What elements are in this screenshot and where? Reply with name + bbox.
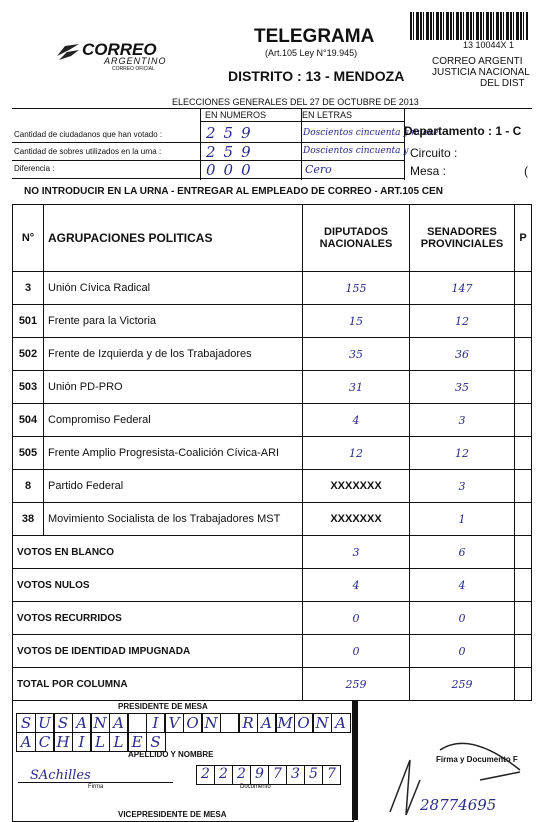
senadores-total: 259: [410, 668, 515, 701]
party-name: Movimiento Socialista de los Trabajadores MST: [44, 503, 303, 536]
sig-caption: Firma: [88, 784, 104, 790]
senadores-votes: 12: [410, 305, 515, 338]
document-digit-cell: 7: [268, 765, 287, 785]
divider: [200, 121, 404, 122]
diputados-votes: XXXXXXX: [303, 470, 410, 503]
logo-main: CORREO: [82, 40, 157, 59]
diputados-votes: 31: [303, 371, 410, 404]
extra-cell: [515, 635, 532, 668]
party-name: Frente Amplio Progresista-Coalición Cívica-ARI: [44, 437, 303, 470]
name-letter-cell: C: [35, 732, 55, 752]
total-label: TOTAL POR COLUMNA: [13, 668, 303, 701]
senadores-votes: 1: [410, 503, 515, 536]
correo-logo-icon: [55, 40, 81, 62]
party-number: 38: [13, 503, 44, 536]
table-row: [13, 272, 532, 305]
table-row: [13, 404, 532, 437]
right-sig-doc: 28774695: [420, 796, 497, 814]
name-letter-cell: N: [201, 713, 221, 733]
count-label-difference: Diferencia :: [14, 164, 55, 173]
mesa-label: Mesa :: [410, 164, 447, 178]
senadores-votes: 3: [410, 404, 515, 437]
extra-cell: [515, 371, 532, 404]
party-name: Frente de Izquierda y de los Trabajadores: [44, 338, 303, 371]
party-name: Partido Federal: [44, 470, 303, 503]
total-row: [13, 668, 532, 701]
name-letter-cell: N: [90, 713, 110, 733]
difference-digits: 000: [206, 161, 259, 179]
document-digit-cell: 5: [304, 765, 323, 785]
results-table: [12, 204, 532, 701]
name-letter-cell: L: [90, 732, 110, 752]
header-party: AGRUPACIONES POLITICAS: [44, 205, 303, 272]
name-letter-cell: O: [183, 713, 203, 733]
col-numbers-label: EN NUMEROS: [205, 110, 267, 120]
org-line-1: CORREO ARGENTI: [432, 56, 523, 67]
party-name: Frente para la Victoria: [44, 305, 303, 338]
party-name: Unión Cívica Radical: [44, 272, 303, 305]
diputados-votes: 15: [303, 305, 410, 338]
total-row: [13, 602, 532, 635]
extra-cell: [515, 437, 532, 470]
document-digit-cell: 2: [214, 765, 233, 785]
diputados-votes: 12: [303, 437, 410, 470]
diputados-total: 0: [303, 635, 410, 668]
senadores-total: 0: [410, 602, 515, 635]
table-row: [13, 503, 532, 536]
diputados-total: 4: [303, 569, 410, 602]
count-label-voted: Cantidad de ciudadanos que han votado :: [14, 130, 163, 139]
extra-cell: [515, 470, 532, 503]
senadores-votes: 3: [410, 470, 515, 503]
difference-letters: Cero: [305, 163, 332, 176]
extra-cell: [515, 536, 532, 569]
header-num: N°: [13, 205, 44, 272]
header-senadores: SENADORES PROVINCIALES: [410, 205, 515, 272]
name-caption: APELLIDO Y NOMBRE: [128, 750, 214, 759]
vice-title: VICEPRESIDENTE DE MESA: [118, 810, 227, 819]
senadores-votes: 35: [410, 371, 515, 404]
party-number: 504: [13, 404, 44, 437]
count-label-envelopes: Cantidad de sobres utilizados en la urna :: [14, 147, 162, 156]
header-extra: P: [515, 205, 532, 272]
telegram-title: TELEGRAMA: [254, 26, 375, 47]
election-title: ELECCIONES GENERALES DEL 27 DE OCTUBRE DE 2013: [172, 97, 419, 107]
circuito-label: Circuito :: [410, 146, 458, 160]
diputados-votes: XXXXXXX: [303, 503, 410, 536]
total-row: [13, 635, 532, 668]
extra-cell: [515, 503, 532, 536]
document-digit-cell: 2: [196, 765, 215, 785]
document-digit-cell: 9: [250, 765, 269, 785]
envelopes-letters: Doscientos cincuenta y: [303, 146, 409, 156]
notice: NO INTRODUCIR EN LA URNA - ENTREGAR AL EMPLEADO DE CORREO - ART.105 CEN: [24, 186, 443, 197]
total-row: [13, 536, 532, 569]
name-letter-cell: M: [275, 713, 295, 733]
logo-tag: CORREO OFICIAL: [112, 66, 155, 72]
senadores-total: 0: [410, 635, 515, 668]
name-letter-cell: S: [53, 713, 73, 733]
diputados-votes: 155: [303, 272, 410, 305]
party-name: Compromiso Federal: [44, 404, 303, 437]
total-label: VOTOS RECURRIDOS: [13, 602, 303, 635]
document-digit-cell: 3: [286, 765, 305, 785]
name-letter-cell: S: [16, 713, 36, 733]
total-row: [13, 569, 532, 602]
diputados-total: 3: [303, 536, 410, 569]
right-sig-caption: Firma y Documento F: [436, 755, 518, 764]
name-letter-cell: A: [257, 713, 277, 733]
name-letter-cell: U: [35, 713, 55, 733]
name-letter-cell: E: [127, 732, 147, 752]
name-letter-cell: L: [109, 732, 129, 752]
name-letter-cell: V: [164, 713, 184, 733]
party-number: 501: [13, 305, 44, 338]
party-number: 505: [13, 437, 44, 470]
name-letter-cell: [220, 713, 240, 733]
org-line-3: DEL DIST: [480, 78, 525, 89]
party-number: 502: [13, 338, 44, 371]
name-letter-cell: [127, 713, 147, 733]
extra-cell: [515, 338, 532, 371]
president-signature: SAchilles: [30, 768, 91, 783]
name-letter-cell: S: [146, 732, 166, 752]
extra-cell: [515, 569, 532, 602]
diputados-total: 0: [303, 602, 410, 635]
table-row: [13, 338, 532, 371]
document-digit-cell: 7: [322, 765, 341, 785]
name-letter-cell: A: [72, 713, 92, 733]
divider: [352, 700, 358, 820]
extra-cell: [515, 668, 532, 701]
barcode: [410, 12, 528, 40]
party-number: 8: [13, 470, 44, 503]
name-letter-cell: I: [72, 732, 92, 752]
party-number: 3: [13, 272, 44, 305]
extra-cell: [515, 404, 532, 437]
table-row: [13, 470, 532, 503]
district-label: DISTRITO : 13 - MENDOZA: [228, 68, 405, 84]
senadores-votes: 12: [410, 437, 515, 470]
name-letter-cell: A: [109, 713, 129, 733]
logo-sub: ARGENTINO: [104, 56, 167, 66]
header-diputados: DIPUTADOS NACIONALES: [303, 205, 410, 272]
col-letters-label: EN LETRAS: [302, 110, 353, 120]
total-label: VOTOS NULOS: [13, 569, 303, 602]
departamento-label: Departamento : 1 - C: [404, 124, 522, 138]
president-title: PRESIDENTE DE MESA: [118, 702, 208, 711]
law-reference: (Art.105 Ley N°19.945): [265, 48, 358, 58]
name-letter-cell: N: [312, 713, 332, 733]
name-letter-cell: R: [238, 713, 258, 733]
name-letter-cell: O: [294, 713, 314, 733]
name-letter-cell: A: [331, 713, 351, 733]
divider: [18, 782, 173, 783]
extra-cell: [515, 602, 532, 635]
doc-caption: Documento: [240, 784, 271, 790]
barcode-number: 13 10044X 1: [463, 40, 515, 50]
diputados-total: 259: [303, 668, 410, 701]
senadores-total: 6: [410, 536, 515, 569]
extra-cell: [515, 305, 532, 338]
org-line-2: JUSTICIA NACIONAL: [432, 67, 530, 78]
extra-cell: [515, 272, 532, 305]
name-letter-cell: H: [53, 732, 73, 752]
diputados-votes: 35: [303, 338, 410, 371]
party-number: 503: [13, 371, 44, 404]
envelopes-digits: 259: [206, 143, 259, 161]
name-letter-cell: I: [146, 713, 166, 733]
diputados-votes: 4: [303, 404, 410, 437]
voted-digits: 259: [206, 124, 259, 142]
table-row: [13, 371, 532, 404]
senadores-votes: 147: [410, 272, 515, 305]
name-letter-cell: A: [16, 732, 36, 752]
document-digit-cell: 2: [232, 765, 251, 785]
senadores-total: 4: [410, 569, 515, 602]
table-row: [13, 437, 532, 470]
senadores-votes: 36: [410, 338, 515, 371]
party-name: Unión PD-PRO: [44, 371, 303, 404]
voted-letters: Doscientos cincuenta y nueve: [303, 128, 439, 138]
mesa-value: (: [524, 164, 528, 178]
table-row: [13, 305, 532, 338]
total-label: VOTOS DE IDENTIDAD IMPUGNADA: [13, 635, 303, 668]
total-label: VOTOS EN BLANCO: [13, 536, 303, 569]
